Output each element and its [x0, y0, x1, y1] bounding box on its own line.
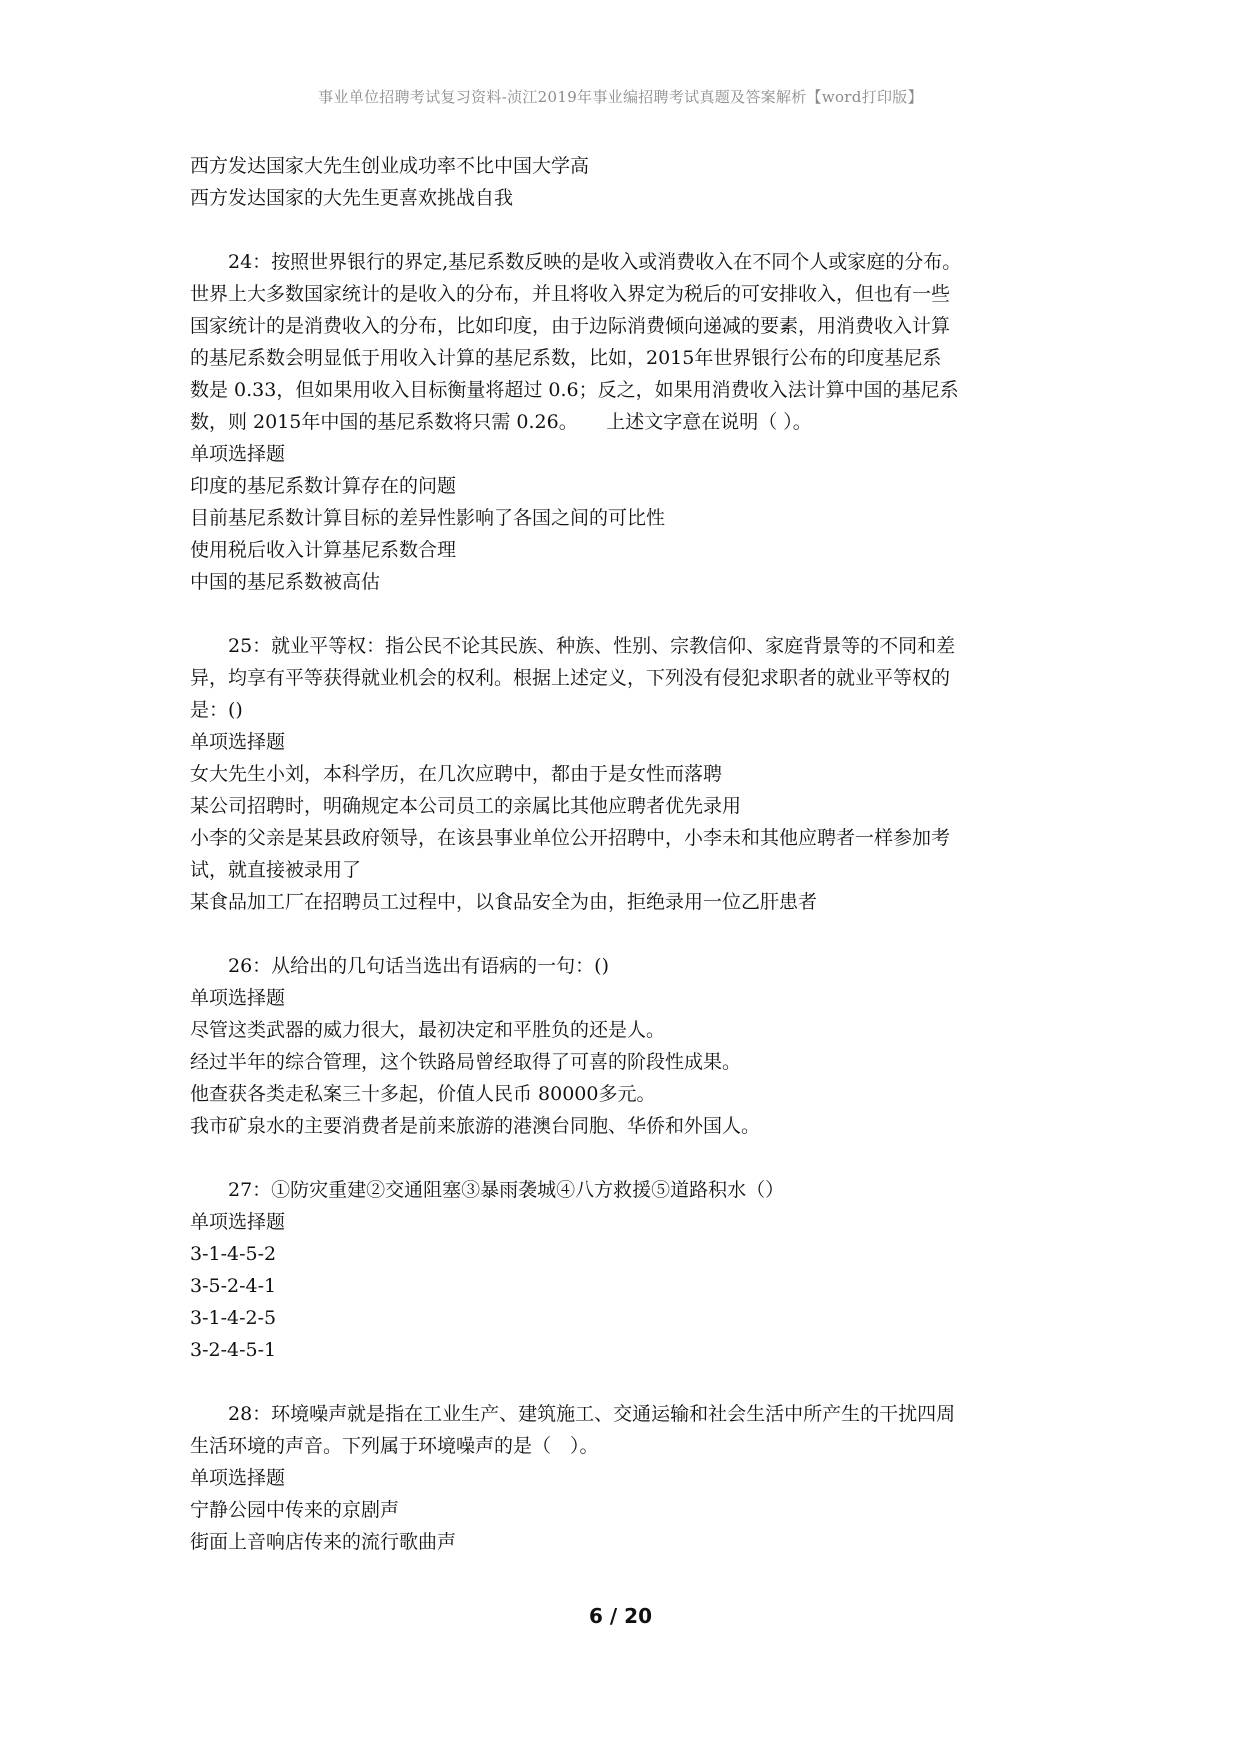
question-27 — [190, 1174, 1070, 1366]
question-stem-line: 数，则 2015年中国的基尼系数将只需 0.26。 上述文字意在说明（ ）。 — [190, 411, 812, 433]
question-stem-line: 数是 0.33，但如果用收入目标衡量将超过 0.6；反之，如果用消费收入法计算中国的基尼系 — [190, 379, 959, 401]
option-text: 目前基尼系数计算目标的差异性影响了各国之间的可比性 — [190, 507, 666, 529]
question-stem-line: 世界上大多数国家统计的是收入的分布，并且将收入界定为税后的可安排收入，但也有一些 — [190, 283, 951, 305]
option-text: 某食品加工厂在招聘员工过程中，以食品安全为由，拒绝录用一位乙肝患者 — [190, 891, 818, 913]
option-text: 小李的父亲是某县政府领导，在该县事业单位公开招聘中，小李未和其他应聘者一样参加考 — [190, 827, 951, 849]
option-text: 他查获各类走私案三十多起，价值人民币 80000多元。 — [190, 1083, 656, 1105]
question-type: 单项选择题 — [190, 987, 286, 1009]
option-text: 女大先生小刘，本科学历，在几次应聘中，都由于是女性而落聘 — [190, 763, 723, 785]
option-text: 西方发达国家大先生创业成功率不比中国大学高 — [190, 155, 590, 177]
option-text: 印度的基尼系数计算存在的问题 — [190, 475, 457, 497]
question-stem-line: 生活环境的声音。下列属于环境噪声的是（ ）。 — [190, 1435, 599, 1457]
question-stem-line: 28：环境噪声就是指在工业生产、建筑施工、交通运输和社会生活中所产生的干扰四周 — [228, 1403, 956, 1425]
question-28 — [190, 1398, 1070, 1558]
option-text: 3-1-4-2-5 — [190, 1307, 277, 1329]
question-25 — [190, 630, 1070, 918]
option-text: 3-2-4-5-1 — [190, 1339, 277, 1361]
question-stem-line: 的基尼系数会明显低于用收入计算的基尼系数，比如，2015年世界银行公布的印度基尼系 — [190, 347, 942, 369]
question-type: 单项选择题 — [190, 731, 286, 753]
question-stem-line: 26：从给出的几句话当选出有语病的一句：() — [228, 955, 610, 977]
page-header: 事业单位招聘考试复习资料-浈江2019年事业编招聘考试真题及答案解析【word打印版】 — [318, 88, 923, 106]
question-type: 单项选择题 — [190, 443, 286, 465]
question-type: 单项选择题 — [190, 1467, 286, 1489]
option-text: 3-1-4-5-2 — [190, 1243, 277, 1265]
question-24 — [190, 246, 1070, 598]
option-text: 经过半年的综合管理，这个铁路局曾经取得了可喜的阶段性成果。 — [190, 1051, 742, 1073]
option-text: 使用税后收入计算基尼系数合理 — [190, 539, 457, 561]
question-26 — [190, 950, 1070, 1142]
question-stem-line: 25：就业平等权：指公民不论其民族、种族、性别、宗教信仰、家庭背景等的不同和差 — [228, 635, 956, 657]
option-text: 宁静公园中传来的京剧声 — [190, 1499, 400, 1521]
question-type: 单项选择题 — [190, 1211, 286, 1233]
option-text: 中国的基尼系数被高估 — [190, 571, 381, 593]
question-stem-line: 27：①防灾重建②交通阻塞③暴雨袭城④八方救援⑤道路积水（） — [228, 1179, 785, 1201]
option-text: 3-5-2-4-1 — [190, 1275, 277, 1297]
question-stem-line: 国家统计的是消费收入的分布，比如印度，由于边际消费倾向递减的要素，用消费收入计算 — [190, 315, 951, 337]
option-text: 街面上音响店传来的流行歌曲声 — [190, 1531, 457, 1553]
option-text: 某公司招聘时，明确规定本公司员工的亲属比其他应聘者优先录用 — [190, 795, 742, 817]
option-text: 我市矿泉水的主要消费者是前来旅游的港澳台同胞、华侨和外国人。 — [190, 1115, 761, 1137]
question-stem-line: 24：按照世界银行的界定,基尼系数反映的是收入或消费收入在不同个人或家庭的分布。 — [228, 251, 962, 273]
question-stem-line: 是：() — [190, 699, 243, 721]
question-stem-line: 异，均享有平等获得就业机会的权利。根据上述定义，下列没有侵犯求职者的就业平等权的 — [190, 667, 951, 689]
option-text: 西方发达国家的大先生更喜欢挑战自我 — [190, 187, 514, 209]
option-text: 尽管这类武器的威力很大，最初决定和平胜负的还是人。 — [190, 1019, 666, 1041]
document-body — [190, 150, 1070, 1558]
page-number: 6 / 20 — [589, 1604, 652, 1628]
option-text: 试，就直接被录用了 — [190, 859, 362, 881]
